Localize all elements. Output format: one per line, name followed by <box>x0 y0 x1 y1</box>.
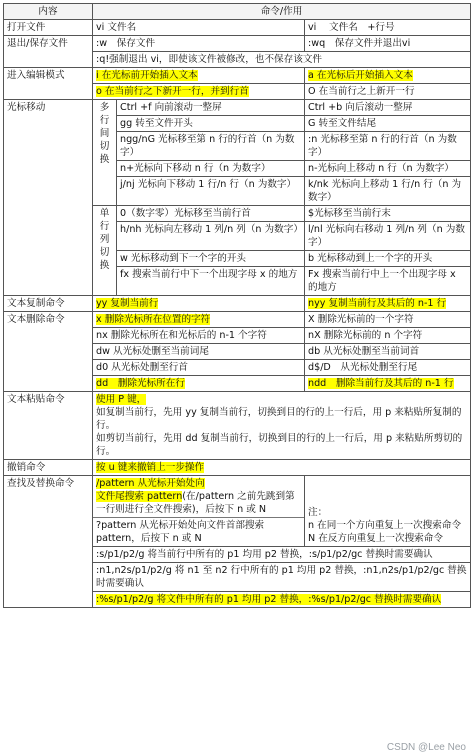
cell-cmd <box>93 68 305 84</box>
highlight-text: a 在光标后开始插入文本 <box>308 70 413 81</box>
section-open-file: 打开文件 <box>4 20 93 36</box>
cell-cmd: ngg/nG 光标移至第 n 行的行首（n 为数字） <box>117 132 305 161</box>
cell-cmd: vi 文件名 <box>93 20 305 36</box>
cell-cmd: l/nl 光标向右移动 1 列/n 列（n 为数字） <box>305 222 471 251</box>
cell-cmd: k/nk 光标向上移动 1 行/n 行（n 为数字） <box>305 177 471 206</box>
section-exit-save: 退出/保存文件 <box>4 36 93 68</box>
cell-cmd <box>93 460 471 476</box>
table-row <box>4 392 471 460</box>
highlight-text: 使用 P 键， <box>96 394 147 405</box>
header-command: 命令/作用 <box>93 4 471 20</box>
cell-cmd: :wq 保存文件并退出vi <box>305 36 471 52</box>
highlight-text: x 删除光标所在位置的字符 <box>96 314 211 325</box>
cell-cmd: :w 保存文件 <box>93 36 305 52</box>
cell-cmd: :n1,n2s/p1/p2/g 将 n1 至 n2 行中所有的 p1 均用 p2 替换，:n1,n2s/p1/p2/gc 替换时需要确认 <box>93 563 471 592</box>
highlight-text: ndd 删除当前行及其后的 n-1 行 <box>308 378 454 389</box>
cell-search-cmds <box>93 476 305 547</box>
section-delete: 文本删除命令 <box>4 312 93 392</box>
highlight-text: nyy 复制当前行及其后的 n-1 行 <box>308 298 447 309</box>
cell-cmd: $光标移至当前行末 <box>305 206 471 222</box>
cell-cmd: Ctrl +b 向后滚动一整屏 <box>305 100 471 116</box>
cell-cmd: :n 光标移至第 n 行的行首（n 为数字） <box>305 132 471 161</box>
csdn-watermark: CSDN @Lee Neo <box>386 742 466 753</box>
table-row <box>4 296 471 312</box>
search-subtable <box>93 476 304 546</box>
cell-cmd: 0（数字零）光标移至当前行首 <box>117 206 305 222</box>
cell-cmd: d0 从光标处删至行首 <box>93 360 305 376</box>
table-header-row <box>4 4 471 20</box>
cell-search-note: 注： n 在同一个方向重复上一次搜索命令 N 在反方向重复上一次搜索命令 <box>305 476 471 547</box>
cell-paste-desc <box>93 392 471 460</box>
highlight-text: :%s/p1/p2/g 将文件中所有的 p1 均用 p2 替换，:%s/p1/p2/gc 替换时需要确认 <box>96 594 442 605</box>
cell-cmd: j/nj 光标向下移动 1 行/n 行（n 为数字） <box>117 177 305 206</box>
cell-cmd <box>305 296 471 312</box>
cell-cmd: :s/p1/p2/g 将当前行中所有的 p1 均用 p2 替换，:s/p1/p2/gc 替换时需要确认 <box>93 547 471 563</box>
table-row <box>4 476 471 547</box>
cell-cmd <box>305 68 471 84</box>
subgroup-multi-line: 多行间切换 <box>93 100 117 206</box>
cell-cmd <box>305 376 471 392</box>
cell-cmd: n+光标向下移动 n 行（n 为数字） <box>117 161 305 177</box>
section-search-replace: 查找及替换命令 <box>4 476 93 608</box>
cell-cmd: fx 搜索当前行中下一个出现字母 x 的地方 <box>117 267 305 296</box>
search-backward: ?pattern 从光标开始处向文件首部搜索 pattern，后按下 n 或 N <box>96 520 265 544</box>
cell-cmd <box>93 312 305 328</box>
cell-cmd <box>93 84 305 100</box>
cell-cmd: O 在当前行之上新开一行 <box>305 84 471 100</box>
cell-cmd: gg 转至文件开头 <box>117 116 305 132</box>
cell-cmd: Fx 搜索当前行中上一个出现字母 x 的地方 <box>305 267 471 296</box>
subgroup-single-line: 单行列切换 <box>93 206 117 296</box>
highlight-text: yy 复制当前行 <box>96 298 159 309</box>
highlight-text: dd 删除光标所在行 <box>96 378 185 389</box>
table-row <box>4 100 471 116</box>
paste-copy-desc: 如复制当前行，先用 yy 复制当前行，切换到目的行的上一行后，用 p 来粘贴所复制的行。 <box>96 407 462 431</box>
paste-cut-desc: 如剪切当前行，先用 dd 复制当前行，切换到目的行的上一行后，用 p 来粘贴所剪切的行。 <box>96 433 463 457</box>
highlight-text: o 在当前行之下新开一行，并到行首 <box>96 86 249 97</box>
table-row <box>4 20 471 36</box>
highlight-text: i 在光标前开始插入文本 <box>96 70 198 81</box>
cell-cmd <box>93 376 305 392</box>
cell-cmd: h/nh 光标向左移动 1 列/n 列（n 为数字） <box>117 222 305 251</box>
section-paste: 文本粘贴命令 <box>4 392 93 460</box>
section-copy: 文本复制命令 <box>4 296 93 312</box>
cell-cmd: G 转至文件结尾 <box>305 116 471 132</box>
section-cursor-move: 光标移动 <box>4 100 93 296</box>
cell-cmd: b 光标移动到上一个字的开头 <box>305 251 471 267</box>
section-insert-mode: 进入编辑模式 <box>4 68 93 100</box>
cell-cmd: :q!强制退出 vi，即使该文件被修改，也不保存该文件 <box>93 52 471 68</box>
section-undo: 撤销命令 <box>4 460 93 476</box>
cell-cmd: w 光标移动到下一个字的开头 <box>117 251 305 267</box>
cell-cmd: vi 文件名 +行号 <box>305 20 471 36</box>
cell-cmd: Ctrl +f 向前滚动一整屏 <box>117 100 305 116</box>
cell-cmd <box>93 296 305 312</box>
cell-cmd: dw 从光标处删至当前词尾 <box>93 344 305 360</box>
cell-cmd: n-光标向上移动 n 行（n 为数字） <box>305 161 471 177</box>
highlight-text: 按 u 键来撤销上一步操作 <box>96 462 205 473</box>
table-row <box>4 68 471 84</box>
search-forward: /pattern 从光标开始处向 文件尾搜索 pattern(在/pattern 之前先跳到第一行则进行全文件搜索)，后按下 n 或 N <box>93 476 304 518</box>
cell-cmd: nx 删除光标所在和光标后的 n-1 个字符 <box>93 328 305 344</box>
cell-cmd <box>93 592 471 608</box>
table-row <box>4 460 471 476</box>
header-content: 内容 <box>4 4 93 20</box>
cell-cmd: nX 删除光标前的 n 个字符 <box>305 328 471 344</box>
cell-cmd: X 删除光标前的一个字符 <box>305 312 471 328</box>
table-row <box>4 312 471 328</box>
cell-cmd: db 从光标处删至当前词首 <box>305 344 471 360</box>
table-row <box>4 36 471 52</box>
vi-command-table <box>3 3 471 608</box>
cell-cmd: d$/D 从光标处删至行尾 <box>305 360 471 376</box>
